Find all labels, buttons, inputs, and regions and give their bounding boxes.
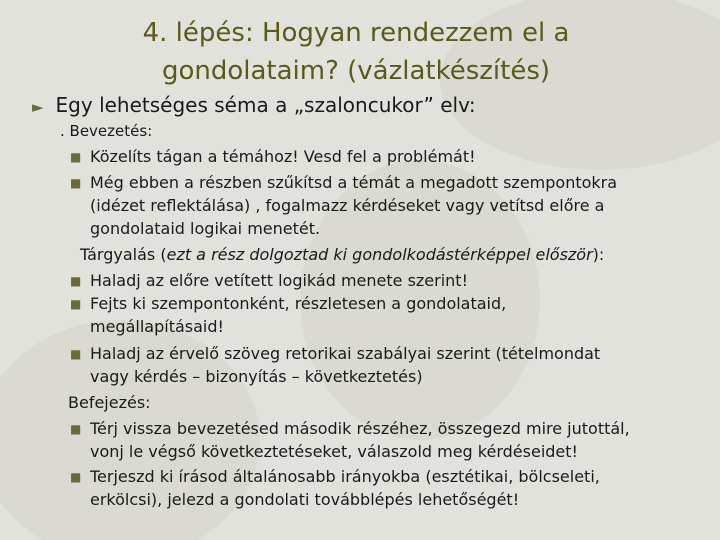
list-item-continued: megállapításaid! — [90, 317, 224, 336]
title-line-2: gondolataim? (vázlatkészítés) — [161, 56, 551, 86]
bullet-square-icon: ■ — [70, 274, 82, 288]
discussion-heading: Tárgyalás (ezt a rész dolgoztad ki gondolkodástérképpel először): — [80, 245, 605, 264]
list-item: Még ebben a részben szűkítsd a témát a megadott szempontokra — [90, 173, 618, 192]
list-item-continued: vagy kérdés – bizonyítás – következtetés) — [90, 367, 423, 386]
bullet-square-icon: ■ — [70, 297, 82, 311]
list-item: Haladj az előre vetített logikád menete szerint! — [90, 271, 468, 290]
list-item-continued: (idézet reflektálása) , fogalmazz kérdéseket vagy vetítsd előre a — [90, 196, 605, 215]
bullet-square-icon: ■ — [70, 470, 82, 484]
list-item: Haladj az érvelő szöveg retorikai szabályai szerint (tételmondat — [90, 344, 601, 363]
title-line-1: 4. lépés: Hogyan rendezzem el a — [142, 18, 570, 48]
list-item: Közelíts tágan a témához! Vesd fel a problémát! — [90, 147, 476, 166]
bullet-square-icon: ■ — [70, 422, 82, 436]
play-arrow-icon: ► — [32, 98, 44, 116]
list-item-continued: vonj le végső következtetéseket, válaszold meg kérdéseidet! — [90, 442, 578, 461]
list-item: Fejts ki szempontonként, részletesen a gondolataid, — [90, 294, 507, 313]
lead-line — [32, 92, 476, 120]
bullet-square-icon: ■ — [70, 347, 82, 361]
intro-heading: . Bevezetés: — [60, 122, 153, 140]
lead-text: Egy lehetséges séma a „szaloncukor” elv: — [55, 93, 476, 117]
list-item: Terjeszd ki írásod általánosabb irányokba (esztétikai, bölcseleti, — [90, 467, 600, 486]
bullet-square-icon: ■ — [70, 176, 82, 190]
list-item-continued: erkölcsi), jelezd a gondolati továbblépés lehetőségét! — [90, 490, 520, 509]
list-item: Térj vissza bevezetésed második részéhez, összegezd mire jutottál, — [90, 419, 630, 438]
bullet-square-icon: ■ — [70, 150, 82, 164]
list-item-continued: gondolataid logikai menetét. — [90, 219, 321, 238]
conclusion-heading: Befejezés: — [68, 393, 151, 412]
slide-title — [0, 14, 712, 90]
